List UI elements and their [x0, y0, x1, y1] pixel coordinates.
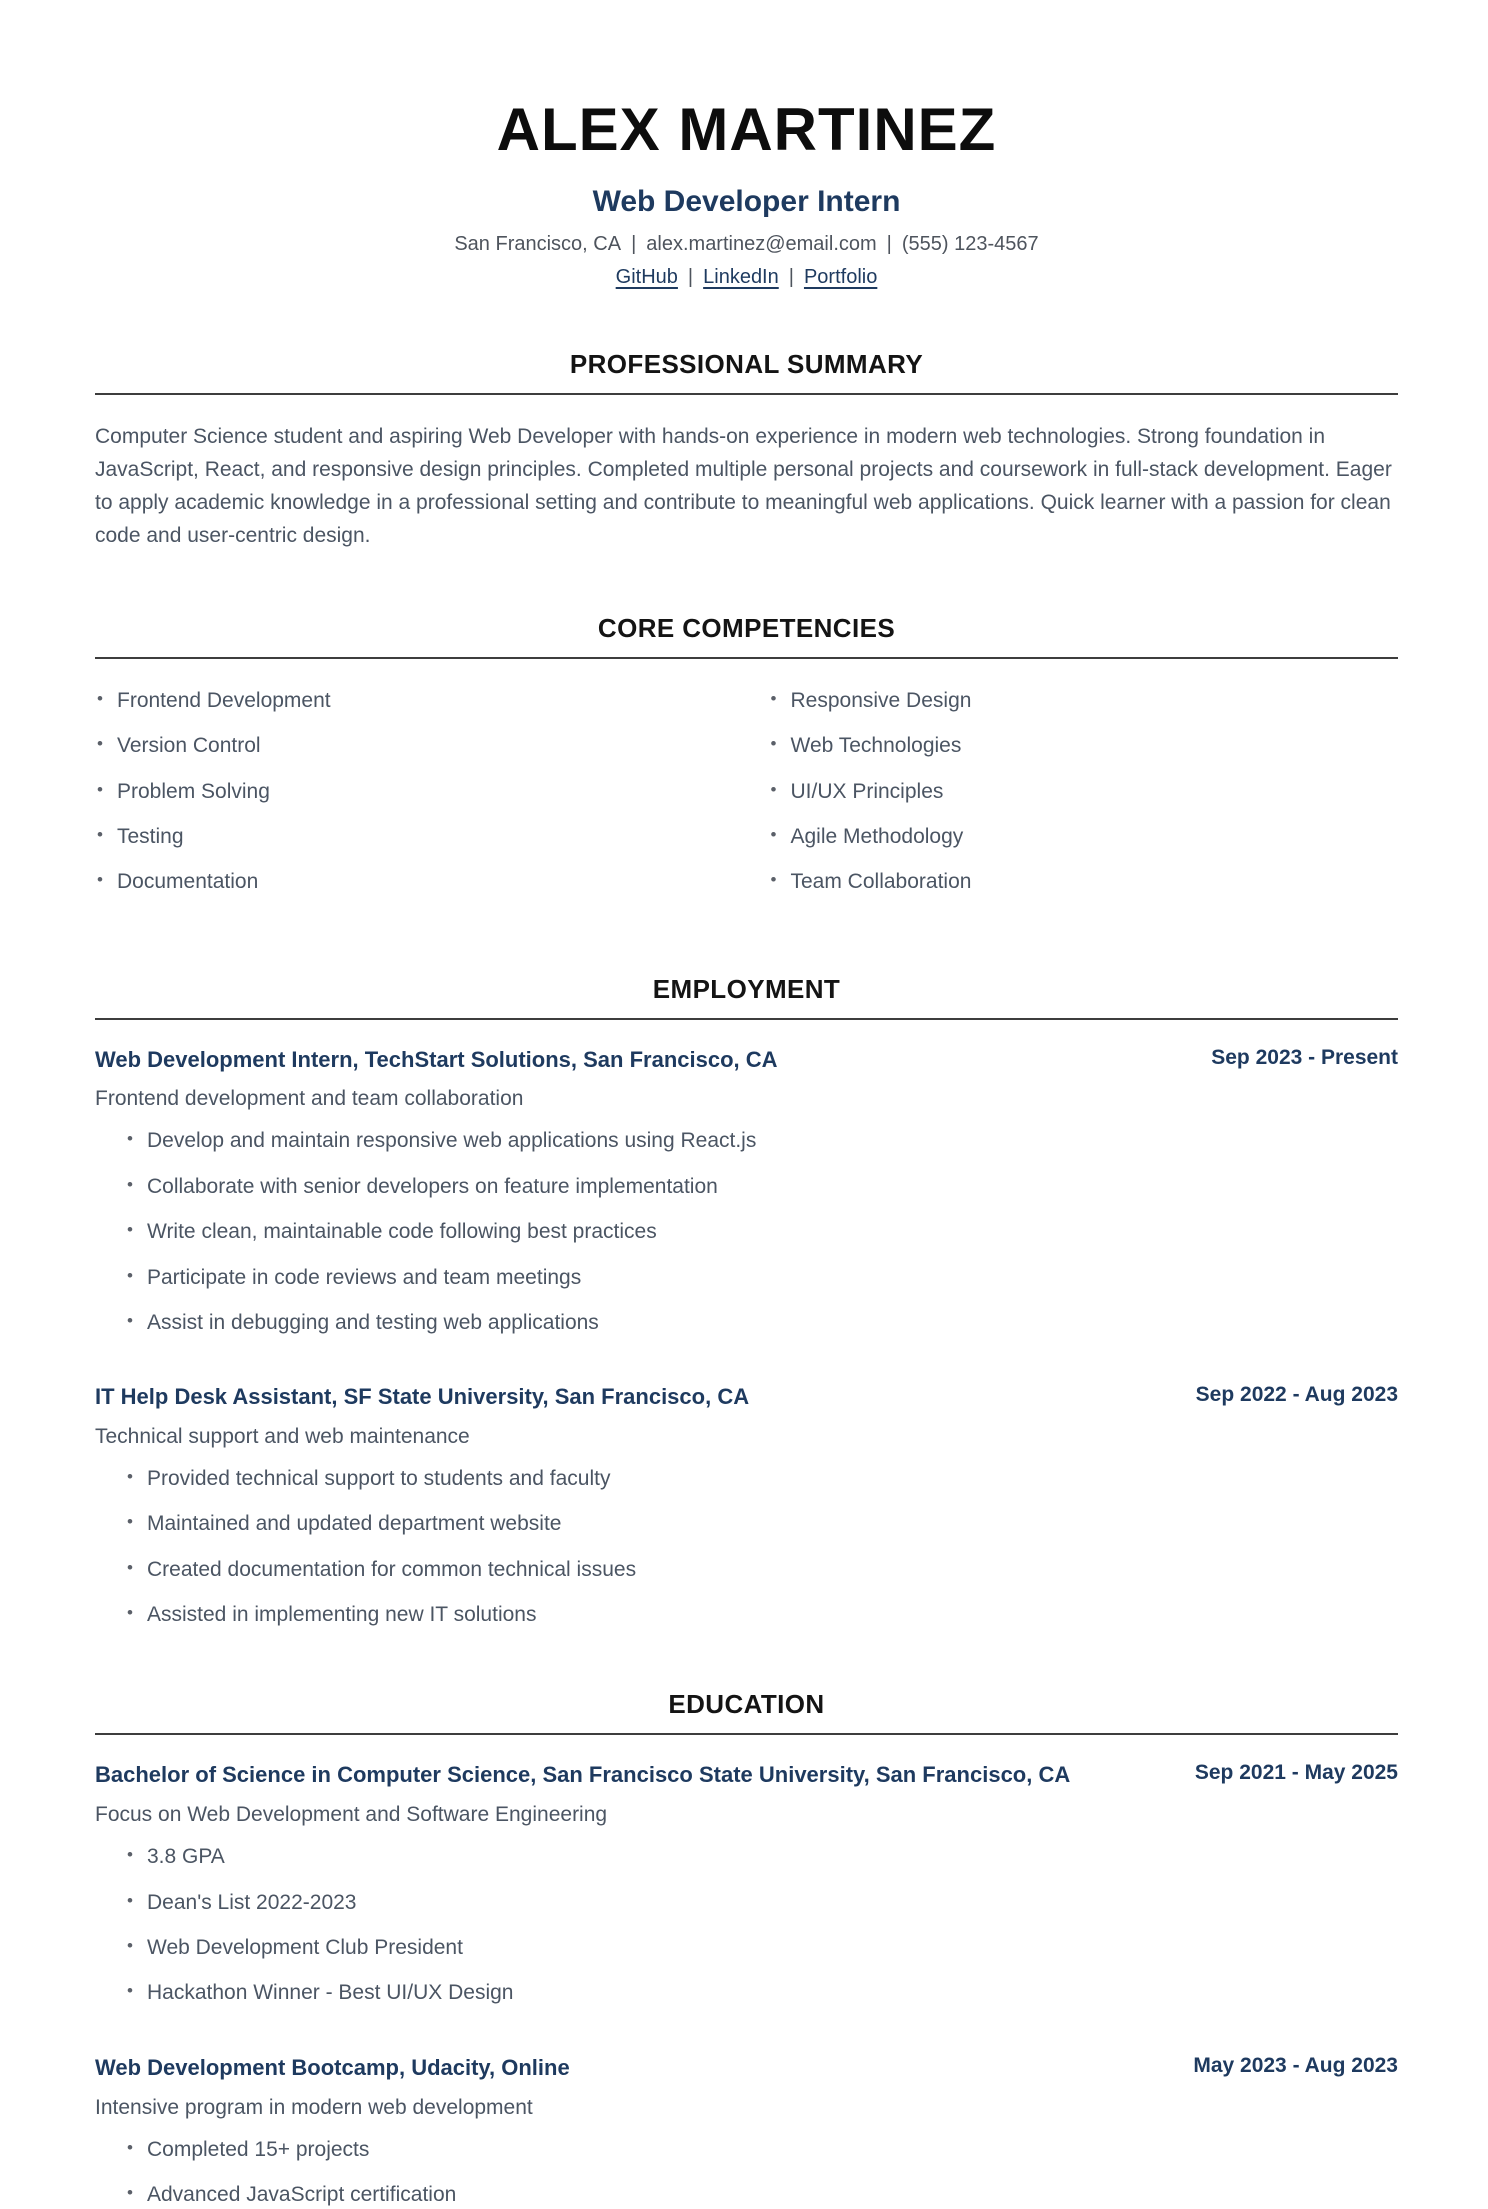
job-bullet: • Created documentation for common technical issues: [125, 1556, 1398, 1584]
degree-bullet: • Web Development Club President: [125, 1934, 1398, 1962]
competency-item: • Documentation: [95, 868, 737, 896]
section-heading-summary: PROFESSIONAL SUMMARY: [569, 349, 924, 379]
summary-text: Computer Science student and aspiring Web Developer with hands-on experience in modern web technologies. Strong foundation in JavaScript, React, and responsive design principles. Completed multiple personal projects and coursework in full-stack development. Eager to apply academic knowledge in a professional setting and contribute to meaningful web applications. Quick learner with a passion for clean code and user-centric design.: [95, 425, 1392, 547]
competency-item: • Frontend Development: [95, 687, 737, 715]
degree-bullet: • Completed 15+ projects: [125, 2136, 1398, 2164]
degree-bullet: • 3.8 GPA: [125, 1843, 1398, 1871]
section-heading-employment: EMPLOYMENT: [652, 973, 841, 1004]
competency-item: • Version Control: [95, 732, 737, 760]
degree-title: Web Development Bootcamp, Udacity, Online: [95, 2054, 570, 2080]
contact-location: San Francisco, CA: [454, 233, 622, 255]
job-bullet: • Provided technical support to students and faculty: [125, 1465, 1398, 1493]
contact-email: alex.martinez@email.com: [646, 233, 877, 255]
section-rule: [95, 1733, 1398, 1735]
section-rule: [95, 657, 1398, 659]
section-heading-competencies: CORE COMPETENCIES: [597, 612, 896, 643]
degree-dates: May 2023 - Aug 2023: [1193, 2053, 1398, 2077]
job-subtitle: Technical support and web maintenance: [95, 1425, 470, 1449]
job-subtitle: Frontend development and team collaboration: [95, 1087, 524, 1111]
resume-name: ALEX MARTINEZ: [496, 96, 997, 163]
section-rule: [95, 1018, 1398, 1020]
degree-title: Bachelor of Science in Computer Science, San Francisco State University, San Francisco, CA: [95, 1762, 1071, 1788]
contact-separator: |: [886, 233, 892, 255]
linkedin-link[interactable]: LinkedIn: [703, 266, 779, 288]
github-link[interactable]: GitHub: [615, 266, 678, 288]
degree-bullet: • Advanced JavaScript certification: [125, 2181, 1398, 2209]
resume-header: [95, 98, 1398, 289]
competency-item: • Agile Methodology: [769, 823, 1399, 851]
competency-item: • Web Technologies: [769, 732, 1399, 760]
education-entry: [95, 1759, 1398, 2007]
job-bullet: • Write clean, maintainable code following best practices: [125, 1218, 1398, 1246]
degree-bullet-list: [125, 2136, 1398, 2209]
section-employment: [95, 974, 1398, 1630]
job-bullet: • Assist in debugging and testing web applications: [125, 1309, 1398, 1337]
competency-item: • UI/UX Principles: [769, 778, 1399, 806]
resume-job-title: Web Developer Intern: [592, 185, 901, 218]
job-bullet: • Participate in code reviews and team meetings: [125, 1264, 1398, 1292]
employment-entry: [95, 1044, 1398, 1338]
job-dates: Sep 2022 - Aug 2023: [1195, 1383, 1398, 1407]
degree-dates: Sep 2021 - May 2025: [1194, 1761, 1398, 1785]
section-heading-education: EDUCATION: [668, 1689, 825, 1720]
section-rule: [95, 393, 1398, 395]
degree-bullet-list: [125, 1843, 1398, 2007]
contact-phone: (555) 123-4567: [901, 233, 1039, 255]
competencies-left-column: [95, 687, 737, 914]
competency-item: • Problem Solving: [95, 778, 737, 806]
section-education: [95, 1689, 1398, 2209]
competencies-grid: [95, 687, 1398, 914]
entry-header: [95, 2052, 1398, 2084]
job-bullet: • Assisted in implementing new IT solutions: [125, 1601, 1398, 1629]
competencies-right-column: [757, 687, 1399, 914]
competency-item: • Testing: [95, 823, 737, 851]
competency-item: • Responsive Design: [769, 687, 1399, 715]
entry-header: [95, 1759, 1398, 1791]
job-bullet: • Develop and maintain responsive web applications using React.js: [125, 1127, 1398, 1155]
entry-header: [95, 1044, 1398, 1076]
section-core-competencies: [95, 613, 1398, 914]
degree-subtitle: Intensive program in modern web development: [95, 2095, 533, 2119]
job-bullet: • Collaborate with senior developers on feature implementation: [125, 1173, 1398, 1201]
links-line: [95, 266, 1398, 289]
job-title: Web Development Intern, TechStart Solutions, San Francisco, CA: [95, 1046, 778, 1072]
links-separator: |: [788, 266, 794, 288]
entry-header: [95, 1381, 1398, 1413]
contact-separator: |: [631, 233, 637, 255]
job-dates: Sep 2023 - Present: [1211, 1045, 1398, 1069]
job-bullet-list: [125, 1127, 1398, 1337]
competency-item: • Team Collaboration: [769, 868, 1399, 896]
degree-subtitle: Focus on Web Development and Software Engineering: [95, 1803, 608, 1827]
employment-entry: [95, 1381, 1398, 1629]
job-title: IT Help Desk Assistant, SF State University, San Francisco, CA: [95, 1384, 750, 1410]
degree-bullet: • Dean's List 2022-2023: [125, 1889, 1398, 1917]
degree-bullet: • Hackathon Winner - Best UI/UX Design: [125, 1979, 1398, 2007]
contact-line: [95, 233, 1398, 256]
section-professional-summary: [95, 349, 1398, 553]
job-bullet-list: [125, 1465, 1398, 1629]
portfolio-link[interactable]: Portfolio: [803, 266, 878, 288]
links-separator: |: [687, 266, 694, 288]
education-entry: [95, 2052, 1398, 2209]
job-bullet: • Maintained and updated department website: [125, 1510, 1398, 1538]
